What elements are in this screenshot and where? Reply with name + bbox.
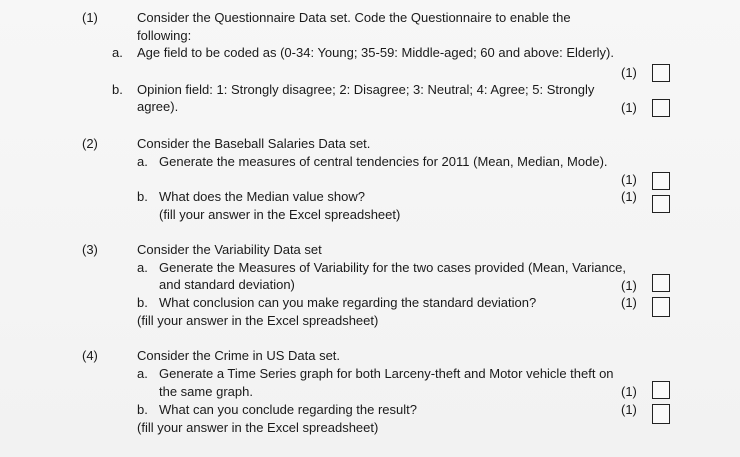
question-4b-mark: (1) <box>621 402 637 417</box>
question-2b-note: (fill your answer in the Excel spreadsheet) <box>159 207 401 222</box>
question-3b-mark: (1) <box>621 295 637 310</box>
question-3b-checkbox[interactable] <box>652 297 670 317</box>
question-4b-text: What can you conclude regarding the result? <box>159 402 417 417</box>
question-2-number: (2) <box>82 136 98 151</box>
question-1a-checkbox[interactable] <box>652 64 670 82</box>
question-3a-text-cont: and standard deviation) <box>159 277 295 292</box>
question-3a-mark: (1) <box>621 278 637 293</box>
question-4b-letter: b. <box>137 402 148 417</box>
question-2b-text: What does the Median value show? <box>159 189 365 204</box>
question-1a-text: Age field to be coded as (0-34: Young; 35-59: Middle-aged; 60 and above: Elderly). <box>137 45 614 60</box>
question-1-intro-cont: following: <box>137 28 192 43</box>
question-3a-checkbox[interactable] <box>652 274 670 292</box>
question-3b-letter: b. <box>137 295 148 310</box>
question-2-intro: Consider the Baseball Salaries Data set. <box>137 136 371 151</box>
question-4a-mark: (1) <box>621 384 637 399</box>
question-2a-letter: a. <box>137 154 148 169</box>
question-3b-text: What conclusion can you make regarding the standard deviation? <box>159 295 537 310</box>
question-4-note: (fill your answer in the Excel spreadsheet) <box>137 420 379 435</box>
question-4a-letter: a. <box>137 366 148 381</box>
question-2a-text: Generate the measures of central tendencies for 2011 (Mean, Median, Mode). <box>159 154 608 169</box>
question-1b-text-cont: agree). <box>137 99 179 114</box>
question-4-intro: Consider the Crime in US Data set. <box>137 348 341 363</box>
question-3-note: (fill your answer in the Excel spreadsheet) <box>137 313 379 328</box>
question-4b-checkbox[interactable] <box>652 404 670 424</box>
question-1-number: (1) <box>82 10 98 25</box>
question-1b-text: Opinion field: 1: Strongly disagree; 2: Disagree; 3: Neutral; 4: Agree; 5: Strongly <box>137 82 595 97</box>
question-2a-mark: (1) <box>621 172 637 187</box>
question-4a-text: Generate a Time Series graph for both Larceny-theft and Motor vehicle theft on <box>159 366 614 381</box>
question-1a-mark: (1) <box>621 65 637 80</box>
question-4a-text-cont: the same graph. <box>159 384 253 399</box>
question-4a-checkbox[interactable] <box>652 381 670 399</box>
question-2b-checkbox[interactable] <box>652 195 670 213</box>
question-2b-letter: b. <box>137 189 148 204</box>
question-3-intro: Consider the Variability Data set <box>137 242 322 257</box>
question-1-intro: Consider the Questionnaire Data set. Code the Questionnaire to enable the <box>137 10 571 25</box>
question-1b-letter: b. <box>112 82 123 97</box>
question-2b-mark: (1) <box>621 189 637 204</box>
question-3-number: (3) <box>82 242 98 257</box>
question-4-number: (4) <box>82 348 98 363</box>
question-1a-letter: a. <box>112 45 123 60</box>
question-2a-checkbox[interactable] <box>652 172 670 190</box>
question-1b-checkbox[interactable] <box>652 99 670 117</box>
question-3a-letter: a. <box>137 260 148 275</box>
question-1b-mark: (1) <box>621 100 637 115</box>
question-3a-text: Generate the Measures of Variability for the two cases provided (Mean, Variance, <box>159 260 627 275</box>
